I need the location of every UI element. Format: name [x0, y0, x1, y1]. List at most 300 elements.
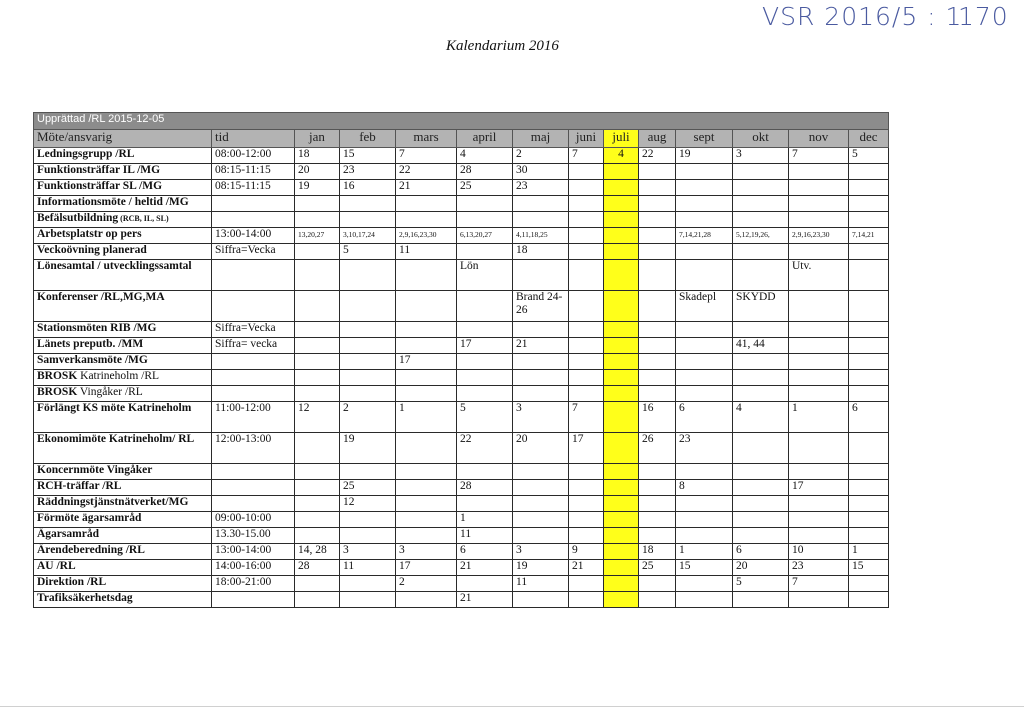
cell-nov [789, 291, 849, 322]
cell-tid [212, 480, 295, 496]
cell-maj: 4,11,18,25 [513, 228, 569, 244]
cell-juni: 7 [569, 402, 604, 433]
cell-maj: 20 [513, 433, 569, 464]
cell-feb: 12 [340, 496, 396, 512]
cell-feb [340, 528, 396, 544]
cell-okt [733, 196, 789, 212]
cell-juli [604, 433, 639, 464]
cell-mars: 17 [396, 560, 457, 576]
cell-dec [849, 433, 889, 464]
cell-maj [513, 322, 569, 338]
cell-mars: 7 [396, 148, 457, 164]
cell-okt [733, 180, 789, 196]
cell-juli [604, 322, 639, 338]
cell-aug: 26 [639, 433, 676, 464]
table-row [34, 260, 889, 291]
table-row [34, 433, 889, 464]
cell-aug [639, 496, 676, 512]
cell-juli [604, 228, 639, 244]
cell-nov [789, 338, 849, 354]
cell-sept [676, 260, 733, 291]
cell-maj [513, 512, 569, 528]
column-header-name: Möte/ansvarig [34, 130, 212, 148]
prepared-by-note: Upprättad /RL 2015-12-05 [34, 113, 889, 130]
cell-juni [569, 180, 604, 196]
cell-juni [569, 212, 604, 228]
cell-tid: 13.30-15.00 [212, 528, 295, 544]
row-label [34, 386, 212, 402]
cell-maj [513, 386, 569, 402]
cell-feb: 5 [340, 244, 396, 260]
cell-mars [396, 338, 457, 354]
cell-tid [212, 386, 295, 402]
cell-nov [789, 512, 849, 528]
cell-dec [849, 164, 889, 180]
cell-dec [849, 180, 889, 196]
cell-april: 11 [457, 528, 513, 544]
cell-april: 25 [457, 180, 513, 196]
handwritten-reference: VSR 2016/5 : 1 [762, 2, 963, 31]
cell-april [457, 386, 513, 402]
table-row [34, 464, 889, 480]
page-bottom-rule [0, 706, 1024, 707]
cell-juli [604, 212, 639, 228]
row-label-text: RCH-träffar /RL [37, 480, 122, 492]
cell-aug [639, 244, 676, 260]
cell-juli [604, 386, 639, 402]
cell-feb [340, 322, 396, 338]
cell-okt [733, 354, 789, 370]
cell-okt: SKYDD [733, 291, 789, 322]
cell-sept [676, 180, 733, 196]
cell-sept [676, 386, 733, 402]
row-label-text: Ledningsgrupp /RL [37, 148, 135, 160]
cell-jan [295, 244, 340, 260]
cell-tid [212, 464, 295, 480]
cell-nov [789, 370, 849, 386]
cell-juli [604, 370, 639, 386]
cell-aug [639, 528, 676, 544]
row-label [34, 212, 212, 228]
cell-april [457, 576, 513, 592]
table-row [34, 386, 889, 402]
row-label-text: Ärendeberedning /RL [37, 544, 145, 556]
row-label-text: Funktionsträffar SL /MG [37, 180, 163, 192]
cell-aug [639, 512, 676, 528]
row-label [34, 322, 212, 338]
cell-jan [295, 464, 340, 480]
cell-aug [639, 260, 676, 291]
cell-juni: 17 [569, 433, 604, 464]
cell-feb: 3,10,17,24 [340, 228, 396, 244]
cell-nov: 7 [789, 576, 849, 592]
cell-mars [396, 322, 457, 338]
cell-juni: 21 [569, 560, 604, 576]
cell-nov [789, 386, 849, 402]
cell-juni: 7 [569, 148, 604, 164]
cell-jan: 28 [295, 560, 340, 576]
cell-jan: 19 [295, 180, 340, 196]
row-label-text: Lönesamtal / utvecklingssamtal [37, 260, 192, 272]
cell-sept [676, 338, 733, 354]
cell-maj: 19 [513, 560, 569, 576]
cell-maj [513, 480, 569, 496]
cell-juli [604, 260, 639, 291]
row-label-text: Konferenser /RL,MG,MA [37, 291, 165, 303]
cell-mars: 22 [396, 164, 457, 180]
cell-april: Lön [457, 260, 513, 291]
cell-sept: 7,14,21,28 [676, 228, 733, 244]
cell-okt: 20 [733, 560, 789, 576]
cell-april: 4 [457, 148, 513, 164]
cell-tid: 13:00-14:00 [212, 228, 295, 244]
cell-juni [569, 244, 604, 260]
cell-april [457, 212, 513, 228]
cell-juli [604, 164, 639, 180]
cell-jan: 20 [295, 164, 340, 180]
cell-okt [733, 480, 789, 496]
cell-dec [849, 528, 889, 544]
row-label-text: Ekonomimöte Katrineholm/ RL [37, 433, 195, 445]
cell-jan [295, 338, 340, 354]
cell-feb: 19 [340, 433, 396, 464]
row-label [34, 180, 212, 196]
cell-nov: 7 [789, 148, 849, 164]
cell-aug [639, 338, 676, 354]
row-label-text: BROSK [37, 370, 78, 382]
cell-tid: Siffra=Vecka [212, 244, 295, 260]
cell-mars [396, 291, 457, 322]
row-label [34, 164, 212, 180]
cell-aug [639, 291, 676, 322]
column-header-mars: mars [396, 130, 457, 148]
cell-dec [849, 496, 889, 512]
cell-juli [604, 528, 639, 544]
cell-maj [513, 592, 569, 608]
cell-jan [295, 212, 340, 228]
cell-tid [212, 212, 295, 228]
cell-jan [295, 322, 340, 338]
cell-feb [340, 592, 396, 608]
cell-jan [295, 196, 340, 212]
cell-tid: Siffra= vecka [212, 338, 295, 354]
cell-juli [604, 180, 639, 196]
cell-juni [569, 260, 604, 291]
row-label-text: Arbetsplatstr op pers [37, 228, 142, 240]
cell-okt [733, 512, 789, 528]
cell-jan [295, 592, 340, 608]
cell-sept [676, 354, 733, 370]
cell-aug: 22 [639, 148, 676, 164]
cell-sept: 6 [676, 402, 733, 433]
table-row [34, 592, 889, 608]
cell-mars [396, 212, 457, 228]
cell-mars [396, 512, 457, 528]
cell-tid [212, 196, 295, 212]
cell-feb [340, 196, 396, 212]
cell-aug [639, 322, 676, 338]
cell-tid: 13:00-14:00 [212, 544, 295, 560]
cell-okt: 41, 44 [733, 338, 789, 354]
cell-okt [733, 212, 789, 228]
row-label-text: Länets preputb. /MM [37, 338, 144, 350]
cell-dec [849, 196, 889, 212]
cell-aug [639, 354, 676, 370]
document-title: Kalendarium 2016 [446, 38, 559, 54]
cell-juli [604, 480, 639, 496]
table-row [34, 338, 889, 354]
cell-maj: 23 [513, 180, 569, 196]
handwritten-number: 170 [958, 2, 1009, 31]
table-row [34, 212, 889, 228]
cell-feb [340, 291, 396, 322]
cell-april: 5 [457, 402, 513, 433]
row-label-text: Informationsmöte / heltid /MG [37, 196, 189, 208]
cell-april [457, 496, 513, 512]
cell-juni [569, 512, 604, 528]
cell-dec [849, 386, 889, 402]
cell-tid [212, 260, 295, 291]
cell-jan: 13,20,27 [295, 228, 340, 244]
row-label [34, 576, 212, 592]
cell-aug: 25 [639, 560, 676, 576]
table-row [34, 402, 889, 433]
cell-nov [789, 354, 849, 370]
cell-jan [295, 260, 340, 291]
cell-maj [513, 464, 569, 480]
cell-nov [789, 528, 849, 544]
cell-juni [569, 291, 604, 322]
row-label [34, 228, 212, 244]
row-label-text: Samverkansmöte /MG [37, 354, 148, 366]
cell-okt [733, 322, 789, 338]
cell-sept [676, 322, 733, 338]
cell-tid: 18:00-21:00 [212, 576, 295, 592]
cell-sept: 15 [676, 560, 733, 576]
cell-april [457, 244, 513, 260]
cell-dec [849, 512, 889, 528]
cell-aug [639, 576, 676, 592]
row-label-text: Veckoövning planerad [37, 244, 147, 256]
cell-sept: Skadepl [676, 291, 733, 322]
cell-juni [569, 164, 604, 180]
cell-tid: 08:15-11:15 [212, 164, 295, 180]
table-row [34, 544, 889, 560]
cell-april [457, 370, 513, 386]
column-header-okt: okt [733, 130, 789, 148]
cell-maj [513, 196, 569, 212]
row-label [34, 196, 212, 212]
cell-nov [789, 164, 849, 180]
cell-maj: 21 [513, 338, 569, 354]
cell-okt [733, 260, 789, 291]
cell-okt [733, 433, 789, 464]
cell-nov: 1 [789, 402, 849, 433]
cell-juli [604, 338, 639, 354]
cell-feb: 23 [340, 164, 396, 180]
row-label-suffix: Katrineholm /RL [77, 370, 160, 382]
cell-dec [849, 464, 889, 480]
cell-juni [569, 592, 604, 608]
cell-juli [604, 560, 639, 576]
cell-april: 21 [457, 560, 513, 576]
table-row [34, 164, 889, 180]
cell-feb [340, 260, 396, 291]
cell-mars: 17 [396, 354, 457, 370]
cell-okt [733, 386, 789, 402]
table-row [34, 370, 889, 386]
cell-nov: Utv. [789, 260, 849, 291]
cell-jan: 12 [295, 402, 340, 433]
cell-maj [513, 496, 569, 512]
cell-april: 17 [457, 338, 513, 354]
column-header-dec: dec [849, 130, 889, 148]
cell-aug [639, 164, 676, 180]
cell-april [457, 354, 513, 370]
cell-tid: 09:00-10:00 [212, 512, 295, 528]
cell-okt [733, 496, 789, 512]
cell-maj: 18 [513, 244, 569, 260]
cell-juli [604, 512, 639, 528]
cell-aug [639, 212, 676, 228]
row-label [34, 433, 212, 464]
cell-sept: 1 [676, 544, 733, 560]
cell-jan [295, 576, 340, 592]
cell-feb [340, 338, 396, 354]
row-label [34, 544, 212, 560]
cell-jan [295, 354, 340, 370]
cell-maj [513, 370, 569, 386]
cell-mars: 2,9,16,23,30 [396, 228, 457, 244]
row-label [34, 512, 212, 528]
table-row [34, 560, 889, 576]
cell-sept [676, 244, 733, 260]
cell-tid [212, 291, 295, 322]
table-row [34, 228, 889, 244]
cell-sept [676, 464, 733, 480]
cell-aug [639, 228, 676, 244]
cell-mars [396, 496, 457, 512]
row-label-text: Räddningstjänstnätverket/MG [37, 496, 189, 508]
cell-okt [733, 592, 789, 608]
cell-mars: 11 [396, 244, 457, 260]
cell-okt: 6 [733, 544, 789, 560]
cell-nov [789, 464, 849, 480]
cell-april: 22 [457, 433, 513, 464]
cell-jan [295, 291, 340, 322]
cell-april: 1 [457, 512, 513, 528]
cell-jan [295, 480, 340, 496]
row-label-text: Befälsutbildning [37, 212, 119, 224]
row-label-suffix: Vingåker /RL [77, 386, 143, 398]
column-header-jan: jan [295, 130, 340, 148]
table-row [34, 244, 889, 260]
cell-jan: 14, 28 [295, 544, 340, 560]
cell-nov [789, 592, 849, 608]
cell-aug [639, 464, 676, 480]
cell-tid [212, 496, 295, 512]
cell-dec [849, 212, 889, 228]
cell-sept: 8 [676, 480, 733, 496]
row-label [34, 402, 212, 433]
cell-maj: Brand 24-26 [513, 291, 569, 322]
cell-tid: 14:00-16:00 [212, 560, 295, 576]
table-row [34, 576, 889, 592]
cell-tid: 12:00-13:00 [212, 433, 295, 464]
cell-mars: 2 [396, 576, 457, 592]
column-header-sept: sept [676, 130, 733, 148]
column-header-aug: aug [639, 130, 676, 148]
cell-aug [639, 592, 676, 608]
row-label-suffix: (RCB, IL, SL) [118, 214, 169, 223]
cell-dec: 7,14,21 [849, 228, 889, 244]
cell-dec: 15 [849, 560, 889, 576]
cell-juni [569, 576, 604, 592]
cell-mars [396, 370, 457, 386]
cell-juli [604, 576, 639, 592]
cell-sept: 19 [676, 148, 733, 164]
cell-nov: 23 [789, 560, 849, 576]
cell-maj [513, 354, 569, 370]
row-label [34, 260, 212, 291]
cell-jan [295, 433, 340, 464]
cell-april: 21 [457, 592, 513, 608]
row-label-text: Förmöte ägarsamråd [37, 512, 142, 524]
cell-juli [604, 354, 639, 370]
cell-maj: 2 [513, 148, 569, 164]
cell-april: 6 [457, 544, 513, 560]
cell-feb: 16 [340, 180, 396, 196]
cell-nov [789, 244, 849, 260]
cell-sept: 23 [676, 433, 733, 464]
cell-feb [340, 354, 396, 370]
column-header-juni: juni [569, 130, 604, 148]
cell-feb [340, 386, 396, 402]
cell-dec [849, 260, 889, 291]
row-label-text: BROSK [37, 386, 78, 398]
cell-juli [604, 244, 639, 260]
row-label [34, 528, 212, 544]
cell-feb: 15 [340, 148, 396, 164]
cell-april [457, 196, 513, 212]
cell-okt [733, 244, 789, 260]
cell-tid [212, 592, 295, 608]
row-label [34, 592, 212, 608]
cell-jan: 18 [295, 148, 340, 164]
cell-dec [849, 291, 889, 322]
cell-okt: 5,12,19,26, [733, 228, 789, 244]
column-header-feb: feb [340, 130, 396, 148]
cell-dec [849, 592, 889, 608]
cell-dec [849, 322, 889, 338]
row-label-text: Trafiksäkerhetsdag [37, 592, 133, 604]
cell-sept [676, 576, 733, 592]
cell-juli [604, 592, 639, 608]
row-label-text: Direktion /RL [37, 576, 107, 588]
cell-nov [789, 180, 849, 196]
cell-juni [569, 370, 604, 386]
cell-juni [569, 228, 604, 244]
cell-okt [733, 164, 789, 180]
cell-april [457, 464, 513, 480]
cell-mars [396, 386, 457, 402]
cell-sept [676, 592, 733, 608]
cell-april [457, 322, 513, 338]
row-label [34, 496, 212, 512]
cell-mars: 3 [396, 544, 457, 560]
cell-tid: 08:15-11:15 [212, 180, 295, 196]
row-label [34, 370, 212, 386]
